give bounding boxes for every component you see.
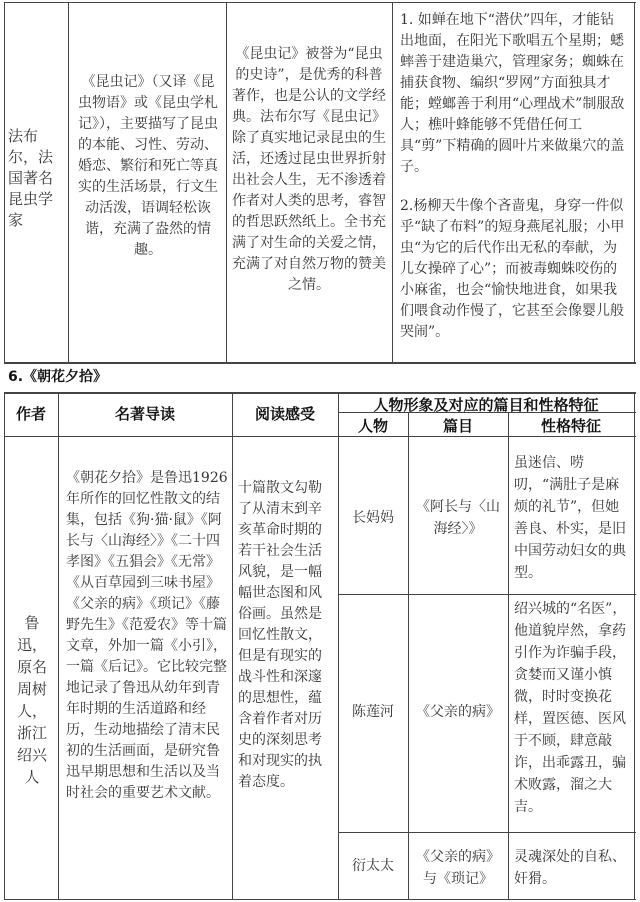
top-table-border [4, 2, 5, 364]
character-name: 衍太太 [352, 858, 394, 874]
top-table-border [4, 362, 636, 364]
top-table-divider [68, 2, 69, 364]
character-name: 陈莲河 [352, 704, 394, 720]
luxun-author-cell: 鲁迅，原名周树人，浙江绍兴人 [16, 614, 47, 786]
luxun-feeling-cell: 十篇散文勾勒了从清末到辛亥革命时期的若干社会生活风貌，是一幅幅世态图和风俗画。虽然是回忆性散文，但是有现实的战斗性和深邃的思想性，蕴含着作者对历史的深刻思考和对现实的执着态度。 [238, 480, 322, 790]
fabre-feeling-cell: 《昆虫记》被誉为“昆虫的史诗”，是优秀的科普著作，也是公认的文学经典。法布尔写《昆虫记》除了真实地记录昆虫的生活，还透过昆虫世界折射出社会人生，无不渗透着作者对人类的思考，睿智的哲思跃然纸上。全书充满了对生命的关爱之情，充满了对自然万物的赞美之情。 [232, 46, 386, 293]
lower-table-divider [338, 832, 636, 833]
character-traits: 绍兴城的“名医”，他道貌岸然，拿药引作为诈骗手段，贪婪而又谨小慎微，时时变换花样，置医德、医风于不顾，肆意敲诈，出乖露丑，骗术败露，溜之大吉。 [514, 601, 627, 815]
top-table-divider [226, 2, 227, 364]
lower-table-divider [338, 594, 636, 595]
lower-table-divider [4, 436, 636, 437]
header-guide: 名著导读 [114, 405, 175, 423]
lower-table-border [4, 392, 5, 900]
lower-table-divider [508, 412, 509, 900]
character-traits: 虽迷信、唠叨，“满肚子是麻烦的礼节”，但她善良、朴实，是旧中国劳动妇女的典型。 [514, 455, 626, 581]
fabre-traits-1: 1. 如蝉在地下“潜伏”四年，才能钻出地面，在阳光下歌唱五个星期；蟋蟀善于建造巢穴，管理家务；蜘蛛在捕获食物、编织“罗网”方面独具才能；螳螂善于利用“心理战术”制服敌人；樵叶蜂能够不凭借任何工具“剪”下精确的圆叶片来做巢穴的盖子。 [400, 12, 625, 175]
header-feeling: 阅读感受 [254, 405, 315, 423]
lower-table-divider [408, 412, 409, 900]
lower-table-border [634, 392, 635, 900]
header-traits: 性格特征 [540, 417, 601, 435]
header-chapter: 篇目 [442, 417, 473, 435]
header-character-group: 人物形象及对应的篇目和性格特征 [373, 396, 599, 414]
fabre-author-cell: 法布尔，法国著名昆虫学家 [8, 127, 54, 229]
lower-table-divider [338, 392, 339, 900]
character-traits: 灵魂深处的自私、奸猾。 [514, 849, 626, 887]
header-character: 人物 [357, 417, 388, 435]
fabre-traits-2: 2.杨柳天牛像个吝啬鬼，身穿一件似乎“缺了布料”的短身燕尾礼服；小甲虫“为它的后代作出无私的奉献，为儿女操碎了心”；而被毒蜘蛛咬伤的小麻雀，也会“愉快地进食，如果我们喂食动作慢了，它甚至会像婴儿般哭闹”。 [400, 198, 625, 340]
luxun-guide-cell: 《朝花夕拾》是鲁迅1926年所作的回忆性散文的结集，包括《狗·猫·鼠》《阿长与〈山海经〉》《二十四孝图》《五猖会》《无常》《从百草园到三味书屋》《父亲的病》《琐记》《藤野先生》《范爱农》等十篇文章，外加一篇《小引》，一篇《后记》。它比较完整地记录了鲁迅从幼年到青年时期的生活道路和经历，生动地描绘了清末民初的生活画面，是研究鲁迅早期思想和生活以及当时社会的重要艺术文献。 [66, 470, 228, 801]
top-table-divider [392, 2, 393, 364]
top-table-border [634, 2, 635, 364]
top-table-border [4, 2, 636, 3]
lower-table-border [4, 899, 636, 900]
character-chapter: 《阿长与〈山海经〉》 [416, 499, 500, 537]
character-chapter: 《父亲的病》与《琐记》 [416, 849, 500, 887]
lower-table-divider [232, 392, 233, 900]
section-title: 6.《朝花夕拾》 [8, 369, 108, 385]
lower-table-divider [58, 392, 59, 900]
character-name: 长妈妈 [352, 510, 394, 526]
header-author: 作者 [15, 405, 46, 423]
character-chapter: 《父亲的病》 [416, 704, 500, 720]
fabre-guide-cell: 《昆虫记》（又译《昆虫物语》或《昆虫学札记》），主要描写了昆虫的本能、习性、劳动、婚恋、繁衍和死亡等真实的生活场景，行文生动活泼，语调轻松诙谐，充满了盎然的情趣。 [78, 74, 218, 258]
